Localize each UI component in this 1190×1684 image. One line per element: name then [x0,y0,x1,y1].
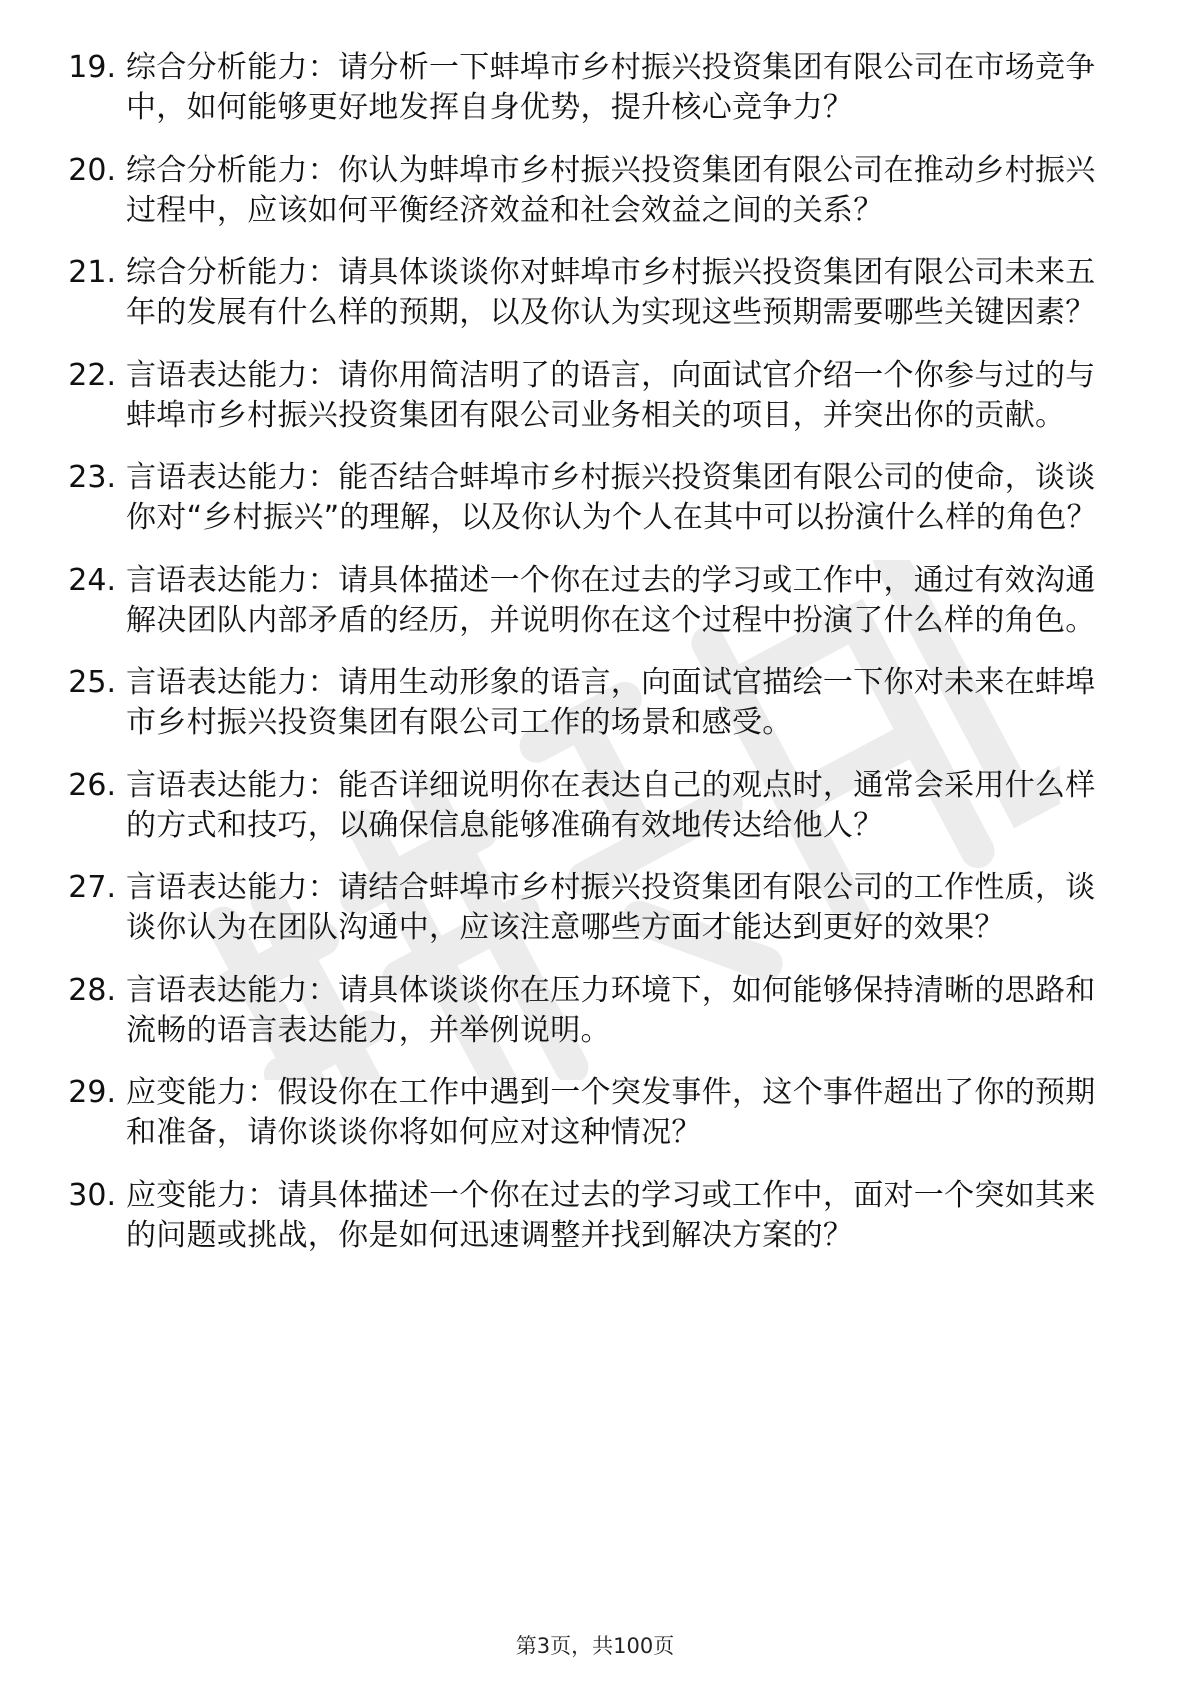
question-number: 29. [68,1075,116,1110]
question-number: 26. [68,767,116,803]
question-number: 21. [68,255,116,290]
question-item-22 [60,356,1110,436]
question-text: 应变能力：请具体描述一个你在过去的学习或工作中，面对一个突如其来的问题或挑战，你是如何迅速调整并找到解决方案的？ [126,1177,1096,1253]
page-number-label: 第3页，共100页 [515,1634,675,1658]
question-item-24 [60,561,1110,641]
question-text: 综合分析能力：你认为蚌埠市乡村振兴投资集团有限公司在推动乡村振兴过程中，应该如何平衡经济效益和社会效益之间的关系？ [126,152,1096,228]
question-item-28 [60,971,1110,1051]
question-number: 28. [68,972,116,1008]
question-text: 言语表达能力：请具体谈谈你在压力环境下，如何能够保持清晰的思路和流畅的语言表达能力，并举例说明。 [126,972,1096,1048]
question-list [60,48,1110,1278]
question-item-25 [60,663,1110,743]
question-text: 言语表达能力：请你用简洁明了的语言，向面试官介绍一个你参与过的与蚌埠市乡村振兴投资集团有限公司业务相关的项目，并突出你的贡献。 [126,357,1096,433]
question-number: 25. [68,665,116,700]
question-number: 24. [68,562,116,598]
question-item-27 [60,868,1110,948]
question-number: 20. [68,152,116,188]
question-item-26 [60,766,1110,846]
question-item-30 [60,1176,1110,1256]
question-item-20 [60,151,1110,231]
question-text: 综合分析能力：请具体谈谈你对蚌埠市乡村振兴投资集团有限公司未来五年的发展有什么样的预期，以及你认为实现这些预期需要哪些关键因素？ [126,255,1096,330]
question-item-21 [60,253,1110,333]
question-number: 23. [68,460,116,495]
question-text: 综合分析能力：请分析一下蚌埠市乡村振兴投资集团有限公司在市场竞争中，如何能够更好地发挥自身优势，提升核心竞争力？ [126,50,1096,125]
question-item-19 [60,48,1110,128]
question-text: 言语表达能力：能否详细说明你在表达自己的观点时，通常会采用什么样的方式和技巧，以确保信息能够准确有效地传达给他人？ [126,767,1096,843]
question-number: 22. [68,357,116,393]
question-text: 应变能力：假设你在工作中遇到一个突发事件，这个事件超出了你的预期和准备，请你谈谈你将如何应对这种情况？ [126,1075,1096,1150]
question-item-23 [60,458,1110,538]
question-text: 言语表达能力：请具体描述一个你在过去的学习或工作中，通过有效沟通解决团队内部矛盾的经历，并说明你在这个过程中扮演了什么样的角色。 [126,562,1096,638]
question-text: 言语表达能力：请结合蚌埠市乡村振兴投资集团有限公司的工作性质，谈谈你认为在团队沟通中，应该注意哪些方面才能达到更好的效果？ [126,870,1096,945]
question-number: 19. [68,50,116,85]
question-item-29 [60,1073,1110,1153]
page-footer [0,1633,1190,1659]
question-text: 言语表达能力：请用生动形象的语言，向面试官描绘一下你对未来在蚌埠市乡村振兴投资集团有限公司工作的场景和感受。 [126,665,1096,740]
question-text: 言语表达能力：能否结合蚌埠市乡村振兴投资集团有限公司的使命，谈谈你对“乡村振兴”的理解，以及你认为个人在其中可以扮演什么样的角色？ [126,460,1097,535]
question-number: 30. [68,1177,116,1213]
question-number: 27. [68,870,116,905]
